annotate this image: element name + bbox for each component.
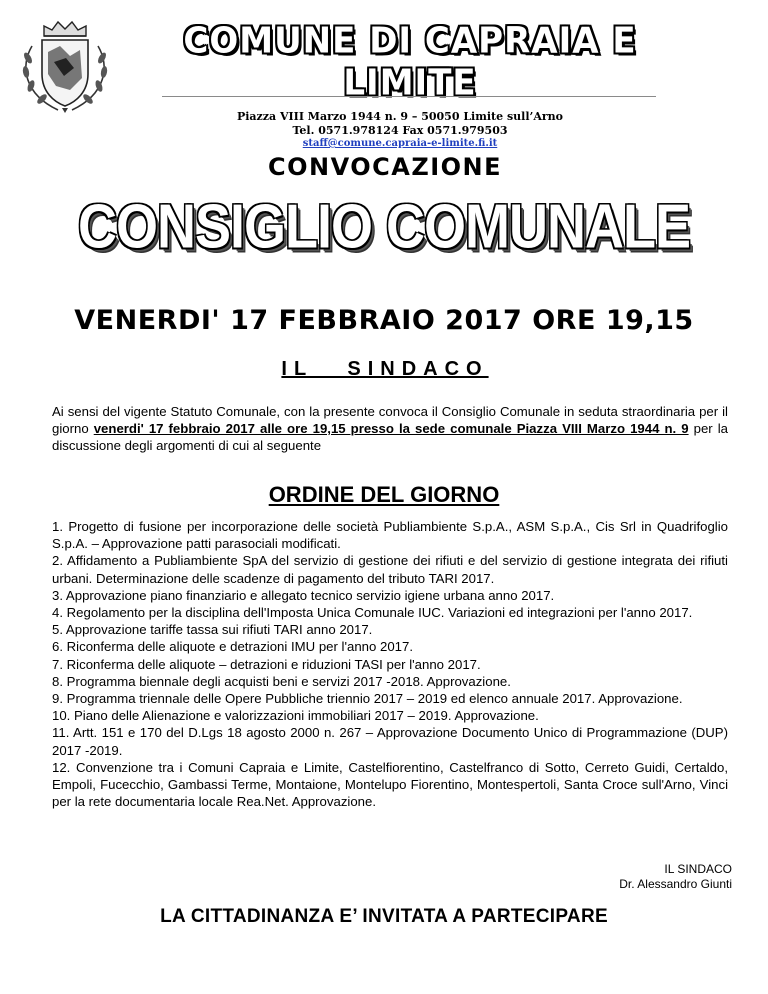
signature-block	[619, 862, 732, 892]
agenda-item: 1. Progetto di fusione per incorporazione delle società Publiambiente S.p.A., ASM S.p.A., Cis Srl in Quadrifoglio S.p.A. – Approvazione patti parasociali modificati.	[52, 519, 728, 552]
phone-fax: Tel. 0571.978124 Fax 0571.979503	[292, 124, 508, 137]
header-divider	[162, 96, 656, 97]
agenda-item: 11. Artt. 151 e 170 del D.Lgs 18 agosto 2000 n. 267 – Approvazione Documento Unico di Programmazione (DUP) 2017 -2019.	[52, 725, 728, 758]
address: Piazza VIII Marzo 1944 n. 9 – 50050 Limite sull’Arno	[236, 110, 564, 123]
agenda-item: 8. Programma biennale degli acquisti beni e servizi 2017 -2018. Approvazione.	[52, 673, 511, 689]
agenda-list	[52, 518, 728, 810]
notice-kind: CONVOCAZIONE	[267, 153, 503, 181]
agenda-item: 12. Convenzione tra i Comuni Capraia e Limite, Castelfiorentino, Castelfranco di Sotto, Cerreto Guidi, Certaldo, Empoli, Fucecchio, Gambassi Terme, Montaione, Montelupo Fiorentino, Montespertoli, Santa Croce sull'Arno, Vinci per la rete documentaria locale Rea.Net. Approvazione.	[52, 759, 728, 810]
signature-role: IL SINDACO	[664, 862, 732, 876]
intro-meeting-details: venerdi' 17 febbraio 2017 alle ore 19,15 presso la sede comunale Piazza VIII Marzo 1944 n. 9	[93, 421, 689, 436]
signature-name: Dr. Alessandro Giunti	[619, 877, 732, 891]
sindaco-heading: IL SINDACO	[281, 358, 489, 380]
agenda-item: 5. Approvazione tariffe tassa sui rifiuti TARI anno 2017.	[52, 622, 373, 638]
meeting-date-time: VENERDI' 17 FEBBRAIO 2017 ORE 19,15	[74, 305, 694, 336]
notice-body-title: CONSIGLIO COMUNALE	[78, 192, 690, 262]
agenda-item: 4. Regolamento per la disciplina dell'Imposta Unica Comunale IUC. Variazioni ed integrazioni per l'anno 2017.	[52, 605, 693, 621]
agenda-item: 9. Programma triennale delle Opere Pubbliche triennio 2017 – 2019 ed elenco annuale 2017. Approvazione.	[52, 691, 683, 707]
agenda-item: 6. Riconferma delle aliquote e detrazioni IMU per l'anno 2017.	[52, 639, 413, 655]
agenda-title: ORDINE DEL GIORNO	[268, 482, 500, 507]
agenda-item: 2. Affidamento a Publiambiente SpA del servizio di gestione dei rifiuti e del servizio di gestione integrata dei rifiuti urbani. Determinazione delle scadenze di pagamento del tributo TARI 2017.	[52, 553, 728, 586]
agenda-item: 7. Riconferma delle aliquote – detrazioni e riduzioni TASI per l'anno 2017.	[52, 656, 481, 672]
intro-text-start: Ai sensi del vigente Statuto Comunale, con la presente convoca il Consiglio Comunale in seduta straordinaria per il giorno	[52, 404, 728, 436]
municipality-title: COMUNE DI CAPRAIA E LIMITE	[183, 20, 637, 104]
public-invitation: LA CITTADINANZA E’ INVITATA A PARTECIPARE	[160, 906, 608, 927]
agenda-item: 3. Approvazione piano finanziario e allegato tecnico servizio igiene urbana anno 2017.	[52, 587, 555, 603]
intro-paragraph	[52, 403, 728, 454]
intro-text-end: per la discussione degli argomenti di cui al seguente	[52, 421, 729, 453]
agenda-item: 10. Piano delle Alienazione e valorizzazioni immobiliari 2017 – 2019. Approvazione.	[52, 708, 539, 724]
email-link[interactable]: staff@comune.capraia-e-limite.fi.it	[302, 138, 498, 149]
municipal-coat-of-arms-icon	[14, 16, 116, 116]
